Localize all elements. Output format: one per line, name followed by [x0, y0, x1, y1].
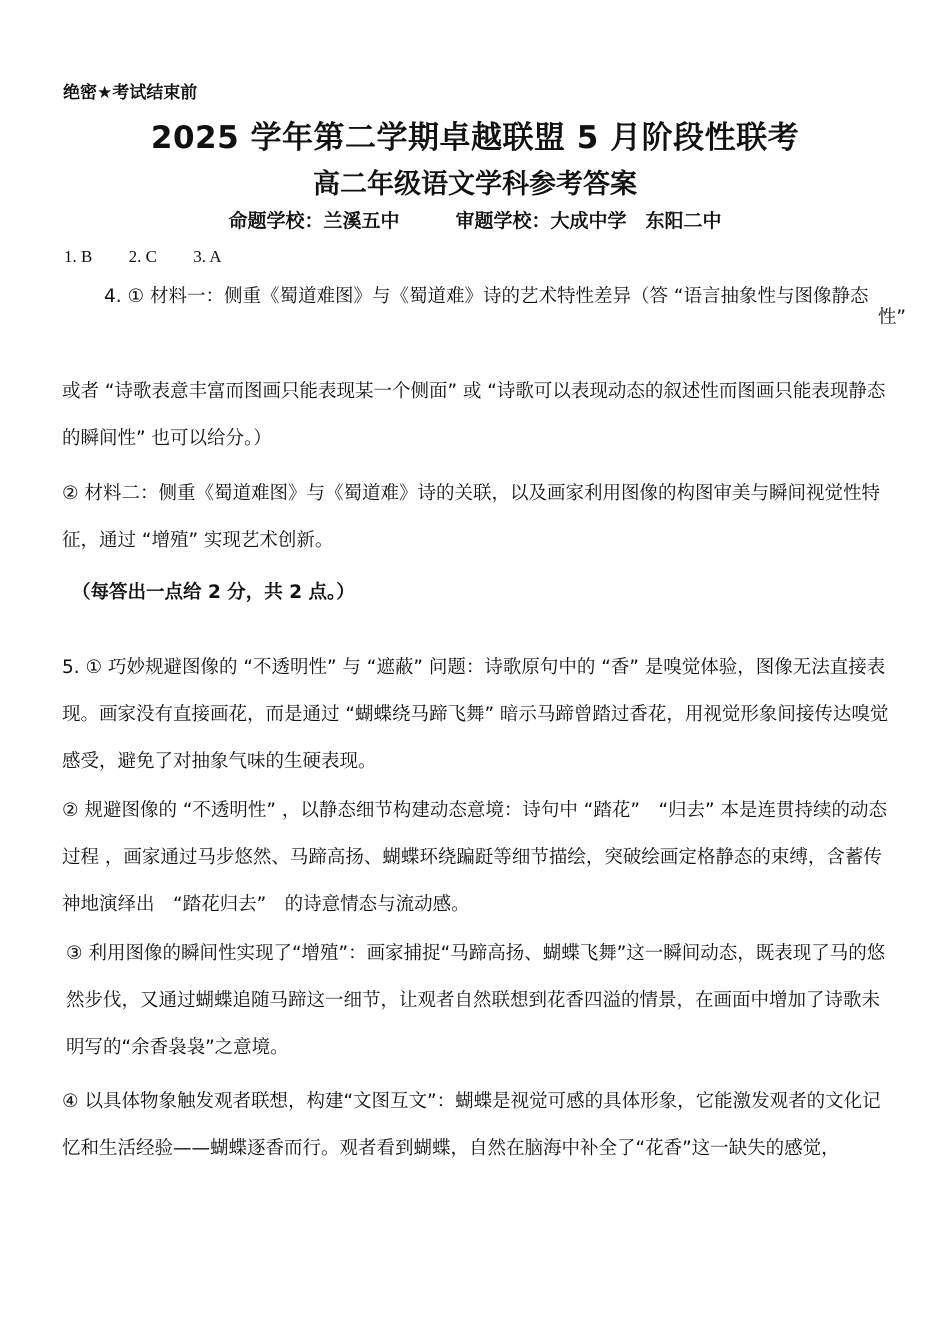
q4-continuation: 或者 “诗歌表意丰富而图画只能表现某一个侧面” 或 “诗歌可以表现动态的叙述性而图画只能表现静态的瞬间性” 也可以给分。）: [62, 381, 886, 449]
answer-key-subtitle: 高二年级语文学科参考答案: [313, 169, 637, 200]
q5-point-2: ② 规避图像的 “不透明性” ，以静态细节构建动态意境：诗句中 “踏花” “归去” 本是连贯持续的动态过程 ，画家通过马步悠然、马蹄高扬、蝴蝶环绕蹁跹等细节描绘，突破绘画定格静态的束缚，含蓄传神地演绎出 “踏花归去” 的诗意情态与流动感。: [62, 800, 887, 915]
multiple-choice-answers: [64, 247, 254, 267]
q5-point-1: 5. ① 巧妙规避图像的 “不透明性” 与 “遮蔽” 问题：诗歌原句中的 “香” 是嗅觉体验，图像无法直接表现。画家没有直接画花，而是通过 “蝴蝶绕马蹄飞舞” 暗示马蹄曾踏过香花，用视觉形象间接传达嗅觉感受，避免了对抽象气味的生硬表现。: [62, 657, 889, 772]
school-info: [0, 206, 950, 233]
confidential-mark: 绝密★考试结束前: [63, 83, 198, 103]
q4-first-line: 4. ① 材料一：侧重《蜀道难图》与《蜀道难》诗的艺术特性差异（答 “语言抽象性与图像静态: [104, 286, 869, 307]
reviewer-schools: 审题学校：大成中学 东阳二中: [455, 210, 722, 232]
q4-point-2: ② 材料二：侧重《蜀道难图》与《蜀道难》诗的关联，以及画家利用图像的构图审美与瞬间视觉性特征，通过 “增殖” 实现艺术创新。: [62, 483, 880, 551]
mcq-answer-3: 3. A: [193, 247, 222, 266]
q4-scoring-note: （每答出一点给 2 分，共 2 点。）: [72, 582, 355, 603]
proposer-school: 命题学校：兰溪五中: [228, 210, 400, 232]
exam-title: 2025 学年第二学期卓越联盟 5 月阶段性联考: [150, 120, 800, 156]
q5-point-4: ④ 以具体物象触发观者联想，构建“文图互文”：蝴蝶是视觉可感的具体形象，它能激发观者的文化记忆和生活经验——蝴蝶逐香而行。观者看到蝴蝶，自然在脑海中补全了“花香”这一缺失的感觉，: [62, 1091, 881, 1159]
q4-wrapped-tail: 性”: [877, 307, 906, 328]
mcq-answer-2: 2. C: [128, 247, 157, 266]
mcq-answer-1: 1. B: [64, 247, 93, 266]
q5-point-3: ③ 利用图像的瞬间性实现了“增殖”：画家捕捉“马蹄高扬、蝴蝶飞舞”这一瞬间动态，既表现了马的悠然步伐，又通过蝴蝶追随马蹄这一细节，让观者自然联想到花香四溢的情景，在画面中增加了诗歌未明写的“余香袅袅”之意境。: [66, 943, 886, 1058]
